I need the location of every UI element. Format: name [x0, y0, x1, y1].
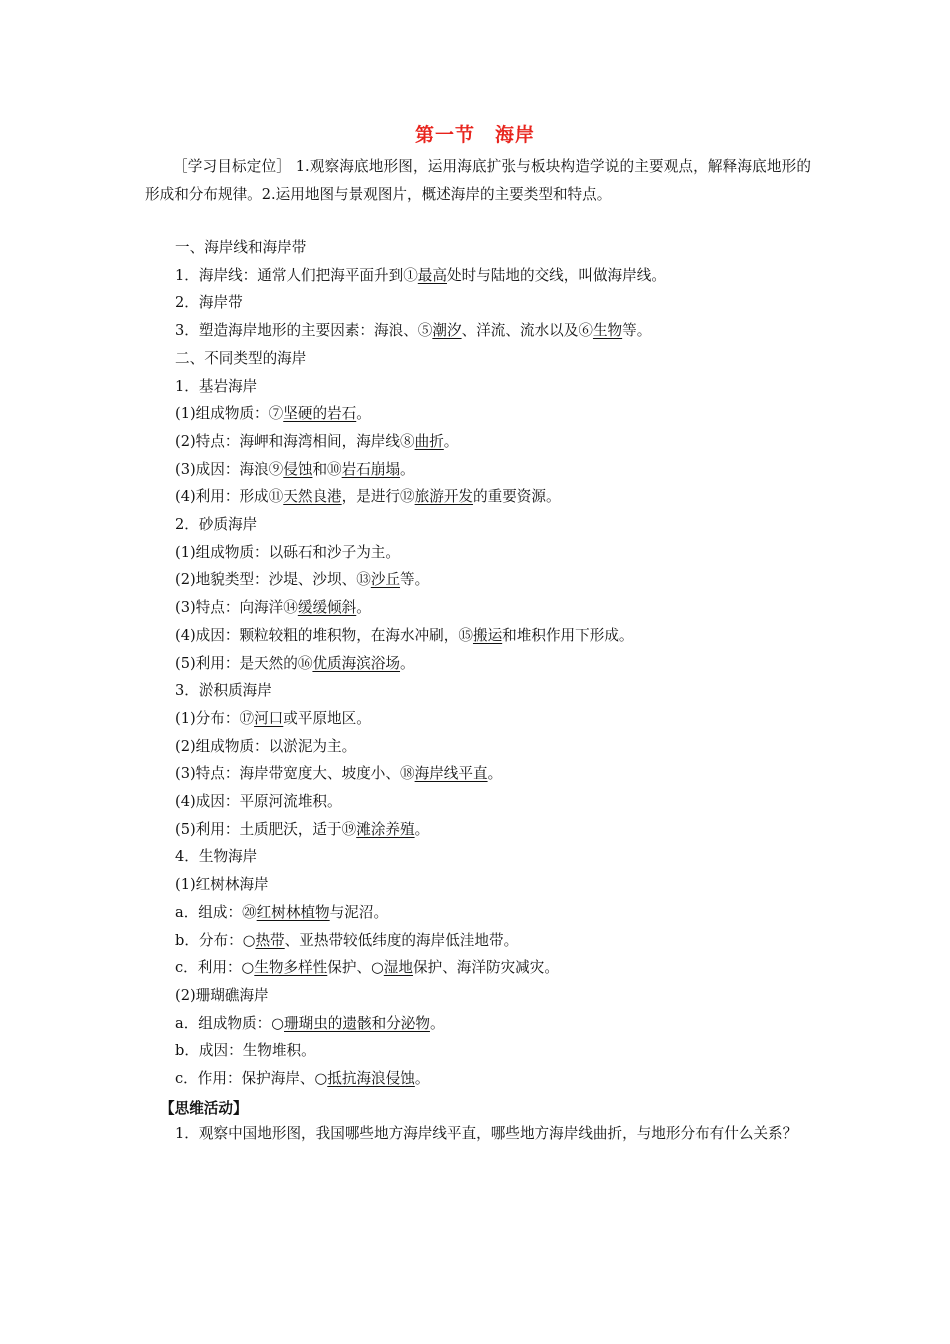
- line-text: 1．海岸线：通常人们把海平面升到①: [175, 266, 418, 284]
- answer-blank: 热带: [255, 931, 285, 949]
- content-line: [175, 570, 429, 590]
- line-text: (4)成因：颗粒较粗的堆积物，在海水冲刷，⑮: [175, 626, 473, 644]
- content-line: [175, 404, 371, 424]
- answer-blank: 珊瑚虫的遗骸和分泌物: [284, 1014, 430, 1032]
- line-text: (1)组成物质：⑦: [175, 405, 284, 423]
- line-text: c．作用：保护海岸、○: [175, 1070, 328, 1087]
- content-line: [175, 681, 272, 701]
- content-line: [175, 847, 257, 867]
- line-text: (4)利用：形成⑪: [175, 488, 284, 506]
- line-text: 。: [487, 765, 503, 783]
- line-text: 。: [414, 820, 430, 838]
- line-text: a．组成：⑳: [175, 903, 257, 921]
- content-line: [175, 654, 415, 674]
- line-text: 或平原地区。: [283, 709, 371, 727]
- line-text: c．利用：○: [175, 959, 255, 977]
- line-text: 处时与陆地的交线，叫做海岸线。: [447, 266, 666, 284]
- line-text: 二、不同类型的海岸: [175, 349, 307, 367]
- content-line: [175, 875, 269, 895]
- line-text: (1)分布：⑰: [175, 709, 255, 727]
- answer-blank: 侵蚀: [283, 460, 313, 478]
- answer-blank: 天然良港: [283, 488, 342, 506]
- line-text: 3．淤积质海岸: [175, 682, 272, 700]
- line-text: 。: [400, 654, 415, 672]
- activity-question: 1．观察中国地形图，我国哪些地方海岸线平直，哪些地方海岸线曲折，与地形分布有什么关系？: [175, 1125, 798, 1142]
- answer-blank: 搬运: [472, 626, 503, 644]
- line-text: (5)利用：是天然的⑯: [175, 654, 313, 672]
- content-line: [175, 321, 651, 341]
- answer-blank: 曲折: [414, 432, 444, 450]
- answer-blank: 坚硬的岩石: [283, 405, 357, 423]
- line-text: 的重要资源。: [473, 488, 561, 506]
- content-line: [175, 1069, 429, 1089]
- line-text: b．成因：生物堆积。: [175, 1042, 316, 1060]
- content-line: [175, 986, 269, 1006]
- content-line: [175, 958, 559, 978]
- line-text: (5)利用：土质肥沃，适于⑲: [175, 820, 357, 838]
- answer-blank: 旅游开发: [414, 488, 474, 506]
- content-line: [175, 432, 458, 452]
- line-text: 和堆积作用下形成。: [502, 626, 634, 644]
- content-line: [175, 487, 561, 507]
- line-text: 4．生物海岸: [175, 848, 258, 866]
- line-text: 和⑩: [312, 460, 342, 478]
- line-text: a．组成物质：○: [175, 1014, 284, 1032]
- line-text: 、亚热带较低纬度的海岸低洼地带。: [284, 931, 519, 949]
- answer-blank: 沙丘: [370, 571, 401, 589]
- answer-blank: 优质海滨浴场: [312, 654, 401, 672]
- line-text: 与泥沼。: [329, 903, 389, 921]
- content-line: [175, 903, 388, 923]
- page-title: 第一节 海岸: [414, 124, 535, 146]
- content-line: [175, 349, 306, 369]
- line-text: (1)红树林海岸: [175, 876, 269, 894]
- answer-blank: 抵抗海浪侵蚀: [327, 1070, 415, 1087]
- answer-blank: 生物: [592, 322, 623, 340]
- line-text: 一、海岸线和海岸带: [175, 239, 307, 256]
- content-line: [175, 709, 371, 729]
- content-line: [175, 931, 518, 951]
- content-line: [175, 1041, 316, 1061]
- answer-blank: 缓缓倾斜: [297, 599, 357, 617]
- line-text: 2．海岸带: [175, 294, 243, 312]
- line-text: 保护、海洋防灾减灾。: [413, 959, 559, 977]
- answer-blank: 生物多样性: [254, 959, 328, 977]
- line-text: (1)组成物质：以砾石和沙子为主。: [175, 543, 400, 561]
- content-line: [175, 598, 371, 618]
- content-line: [175, 626, 634, 646]
- learning-objective: ［学习目标定位］ 1.观察海底地形图，运用海底扩张与板块构造学说的主要观点，解释海底地形的形成和分布规律。2.运用地图与景观图片，概述海岸的主要类型和特点。: [145, 158, 811, 203]
- line-text: ，是进行⑫: [341, 488, 415, 506]
- line-text: (2)珊瑚礁海岸: [175, 986, 269, 1004]
- line-text: 。: [356, 599, 371, 617]
- content-line: [175, 792, 342, 812]
- line-text: 保护、○: [327, 959, 384, 977]
- content-line: [175, 737, 356, 757]
- line-text: (2)组成物质：以淤泥为主。: [175, 737, 357, 755]
- answer-blank: 滩涂养殖: [356, 820, 415, 838]
- content-line: [175, 543, 400, 563]
- answer-blank: 最高: [417, 266, 447, 284]
- content-line: [175, 293, 243, 313]
- line-text: 等。: [622, 322, 652, 340]
- line-text: 。: [356, 405, 371, 423]
- answer-blank: 湿地: [383, 959, 413, 977]
- answer-blank: 海岸线平直: [414, 765, 488, 783]
- line-text: 。: [400, 460, 415, 478]
- line-text: 。: [414, 1070, 430, 1087]
- line-text: 2．砂质海岸: [175, 516, 258, 533]
- line-text: (2)特点：海岬和海湾相间，海岸线⑧: [175, 432, 415, 450]
- line-text: (3)特点：向海洋⑭: [175, 599, 298, 617]
- line-text: 1．基岩海岸: [175, 377, 258, 395]
- content-line: [175, 1014, 445, 1034]
- content-line: [175, 377, 257, 397]
- content-line: [175, 238, 306, 258]
- line-text: 、洋流、流水以及⑥: [461, 322, 593, 340]
- content-line: [175, 515, 257, 535]
- line-text: (2)地貌类型：沙堤、沙坝、⑬: [175, 571, 371, 589]
- line-text: 。: [443, 432, 459, 450]
- content-line: [175, 764, 502, 784]
- line-text: (3)特点：海岸带宽度大、坡度小、⑱: [175, 765, 415, 783]
- line-text: 等。: [400, 571, 430, 589]
- answer-blank: 岩石崩塌: [341, 460, 401, 478]
- line-text: 3．塑造海岸地形的主要因素：海浪、⑤: [175, 322, 433, 340]
- line-text: b．分布：○: [175, 931, 256, 949]
- answer-blank: 河口: [254, 709, 284, 727]
- content-line: [175, 266, 666, 286]
- answer-blank: 潮汐: [432, 322, 462, 340]
- line-text: (3)成因：海浪⑨: [175, 460, 284, 478]
- activity-heading: 【思维活动】: [160, 1100, 248, 1117]
- answer-blank: 红树林植物: [256, 903, 330, 921]
- line-text: (4)成因：平原河流堆积。: [175, 793, 342, 810]
- content-line: [175, 820, 429, 840]
- content-line: [175, 460, 415, 480]
- line-text: 。: [429, 1014, 445, 1032]
